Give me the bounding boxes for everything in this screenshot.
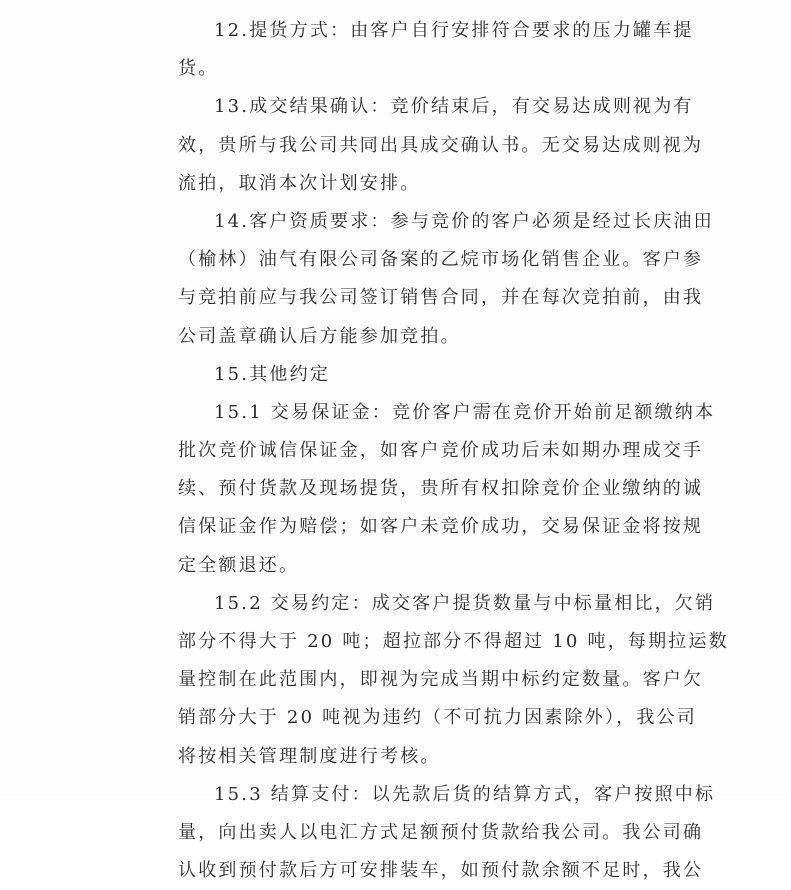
document-line: 15.其他约定 (214, 363, 331, 385)
document-body (178, 12, 729, 890)
document-line: 量，向出卖人以电汇方式足额预付货款给我公司。我公司确 (178, 821, 704, 843)
document-line: 13.成交结果确认：竞价结束后，有交易达成则视为有 (214, 96, 694, 118)
document-line: 15.3 结算支付：以先款后货的结算方式，客户按照中标 (214, 783, 716, 805)
document-line: 将按相关管理制度进行考核。 (178, 745, 441, 767)
document-line: 批次竞价诚信保证金，如客户竞价成功后未如期办理成交手 (178, 440, 704, 462)
document-line: 15.1 交易保证金：竞价客户需在竞价开始前足额缴纳本 (214, 401, 716, 423)
document-line: 部分不得大于 20 吨；超拉部分不得超过 10 吨，每期拉运数 (178, 631, 729, 652)
document-line: 量控制在此范围内，即视为完成当期中标约定数量。客户欠 (178, 669, 704, 691)
document-line: 流拍，取消本次计划安排。 (178, 172, 421, 194)
document-line: （榆林）油气有限公司备案的乙烷市场化销售企业。客户参 (178, 249, 704, 271)
document-line: 销部分大于 20 吨视为违约（不可抗力因素除外），我公司 (178, 707, 697, 729)
document-line: 14.客户资质要求：参与竞价的客户必须是经过长庆油田 (214, 210, 714, 232)
document-line: 货。 (178, 58, 219, 80)
document-line: 信保证金作为赔偿；如客户未竞价成功，交易保证金将按规 (178, 516, 704, 538)
document-line: 定全额退还。 (178, 554, 300, 576)
document-line: 15.2 交易约定：成交客户提货数量与中标量相比，欠销 (214, 592, 716, 614)
document-line: 认收到预付款后方可安排装车，如预付款余额不足时，我公 (178, 860, 704, 882)
document-line: 12.提货方式：由客户自行安排符合要求的压力罐车提 (214, 20, 694, 41)
document-line: 续、预付货款及现场提货，贵所有权扣除竞价企业缴纳的诚 (178, 478, 704, 500)
document-line: 与竞拍前应与我公司签订销售合同，并在每次竞拍前，由我 (178, 287, 704, 309)
document-line: 效，贵所与我公司共同出具成交确认书。无交易达成则视为 (178, 134, 704, 156)
document-line: 公司盖章确认后方能参加竞拍。 (178, 325, 461, 347)
